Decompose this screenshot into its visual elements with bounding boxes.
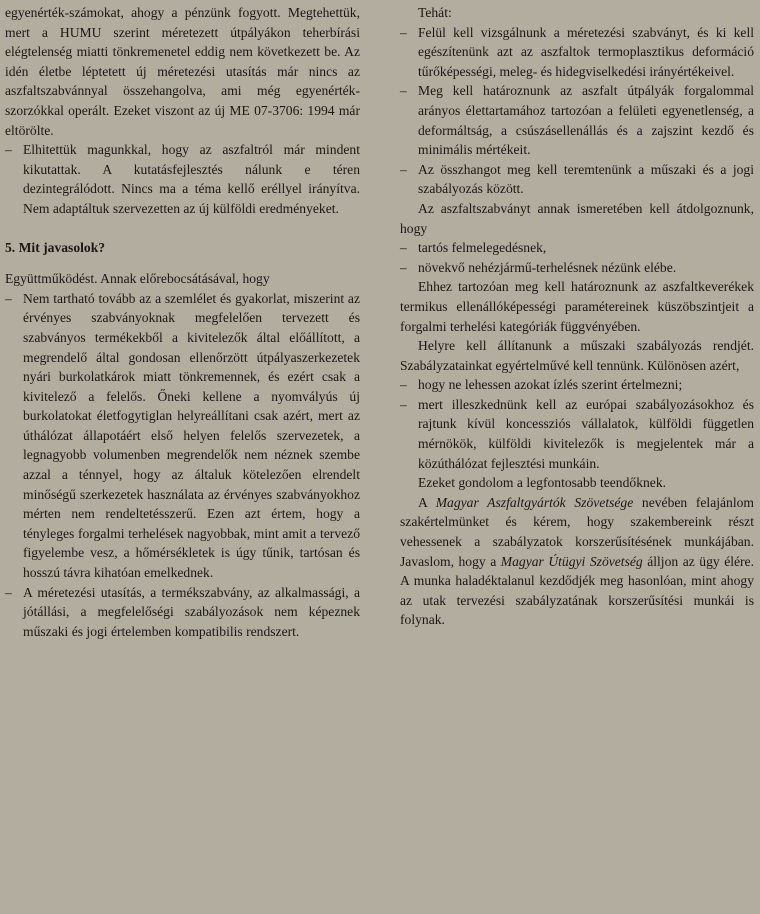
- paragraph-continuation: egyenérték-számokat, ahogy a pénzünk fogyott. Megtehettük, mert a HUMU szerint méretezett útpályákon teherbírási elégtelenség miatti tönkremenetel eddig nem következett be. Az idén életbe léptetett új méretezési utasítás már nincs az aszfaltszabvánnyal összehangolva, ami még egyenérték-szorzókkal operált. Ezeket viszont az új ME 07-3706: 1994 már eltörölte.: [5, 5, 360, 138]
- bullet-item: – hogy ne lehessen azokat ízlés szerint értelmezni;: [400, 375, 754, 395]
- bullet-item: – tartós felmelegedésnek,: [400, 238, 754, 258]
- paragraph: Ezeket gondolom a legfontosabb teendőknek.: [418, 475, 667, 491]
- organization-name: Magyar Útügyi Szövetség: [500, 553, 643, 569]
- section-intro: Együttműködést. Annak előrebocsátásával, hogy: [5, 271, 270, 287]
- bullet-item: – mert illeszkednünk kell az európai szabályozásokhoz és rajtunk kívül koncessziós vállalatok, külföldi független mérnökök, külföldi kivitelezők is megjelentek már a közúthálózat fejlesztési munkáin.: [400, 395, 754, 473]
- bullet-item: – Nem tartható tovább az a szemlélet és gyakorlat, miszerint az érvényes szabványoknak megfelelően tervezett és szabványos termékekből a kivitelezők által előállított, a megrendelő által gondosan ellenőrzött útpályaszerkezetek nyári burkolatkárok miatt tönkremennek, és ezért csak a kivitelező a felelős. Őneki kellene a nyomvályús új burkolatokat életfogytiglan helyreállítani csak azért, mert az úthálózat állapotáért első helyen felelős szervezetek, a legnagyobb volumenben megrendelők nem néznek szembe azzal a ténnyel, hogy az általuk kötelezően elrendelt minőségű szerkezetek használata az érvényes szabványokhoz mérten nem rendeltetésszerű. Ezen azt értem, hogy a tényleges forgalmi terhelések nagyobbak, mint amit a tervező figyelembe vesz, a hőmérsékletek is úgy tűnik, tartósan és hosszú távra kihatóan emelkednek.: [5, 289, 360, 583]
- tehat-label: Tehát:: [418, 5, 452, 20]
- bullet-item: – A méretezési utasítás, a termékszabvány, az alkalmassági, a jótállási, a megfelelőségi szabályozások nem képeznek műszaki és jogi értelemben kompatibilis rendszert.: [5, 583, 360, 642]
- section-heading: 5. Mit javasolok?: [5, 239, 106, 255]
- left-column: [5, 3, 360, 641]
- paragraph: Az aszfaltszabványt annak ismeretében kell átdolgoznunk, hogy: [400, 200, 754, 236]
- paragraph: Helyre kell állítanunk a műszaki szabályozás rendjét. Szabályzatainkat egyértelművé kell tennünk. Különösen azért,: [400, 338, 754, 373]
- bullet-item: – Az összhangot meg kell teremtenünk a műszaki és a jogi szabályozás között.: [400, 160, 754, 199]
- paragraph: Ehhez tartozóan meg kell határoznunk az aszfaltkeverékek termikus ellenállóképességi paramétereinek küszöbszintjeit a forgalmi terhelési kategóriák függvényében.: [400, 279, 754, 334]
- text-run: A: [418, 494, 436, 510]
- bullet-item: – növekvő nehézjármű-terhelésnek nézünk elébe.: [400, 258, 754, 278]
- closing-paragraph: [400, 493, 754, 630]
- bullet-item: – Meg kell határoznunk az aszfalt útpályák forgalommal arányos élettartamához tartozóan a felületi egyenetlenség, a deformáltság, a csúszásellenállás és a zajszint kezdő és minimális mértékeit.: [400, 81, 754, 159]
- bullet-item: – Felül kell vizsgálnunk a méretezési szabványt, és ki kell egészítenünk azt az aszfaltok termoplasztikus deformáció tűrőképességi, meleg- és hidegviselkedési irányértékeivel.: [400, 23, 754, 82]
- text-run: nevében felajánlom szakértelmünket és kérem, hogy szakembereink részt vehessenek a szabályzatok korszerűsítésének munkájában. Javaslom, hogy a: [400, 494, 754, 569]
- text-run: álljon az ügy élére. A munka haladéktalanul kezdődjék meg hasonlóan, mint ahogy az utak tervezési szabályzatának korszerűsítési munkái is folynak.: [400, 553, 754, 628]
- organization-name: Magyar Aszfaltgyártók Szövetsége: [435, 494, 634, 510]
- right-column: [400, 3, 754, 630]
- bullet-item: – Elhitettük magunkkal, hogy az aszfaltról már mindent kikutattak. A kutatásfejlesztés nálunk e téren dezintegrálódott. Nincs ma a téma kellő eréllyel irányítva. Nem adaptáltuk szervezetten az új külföldi eredményeket.: [5, 140, 360, 218]
